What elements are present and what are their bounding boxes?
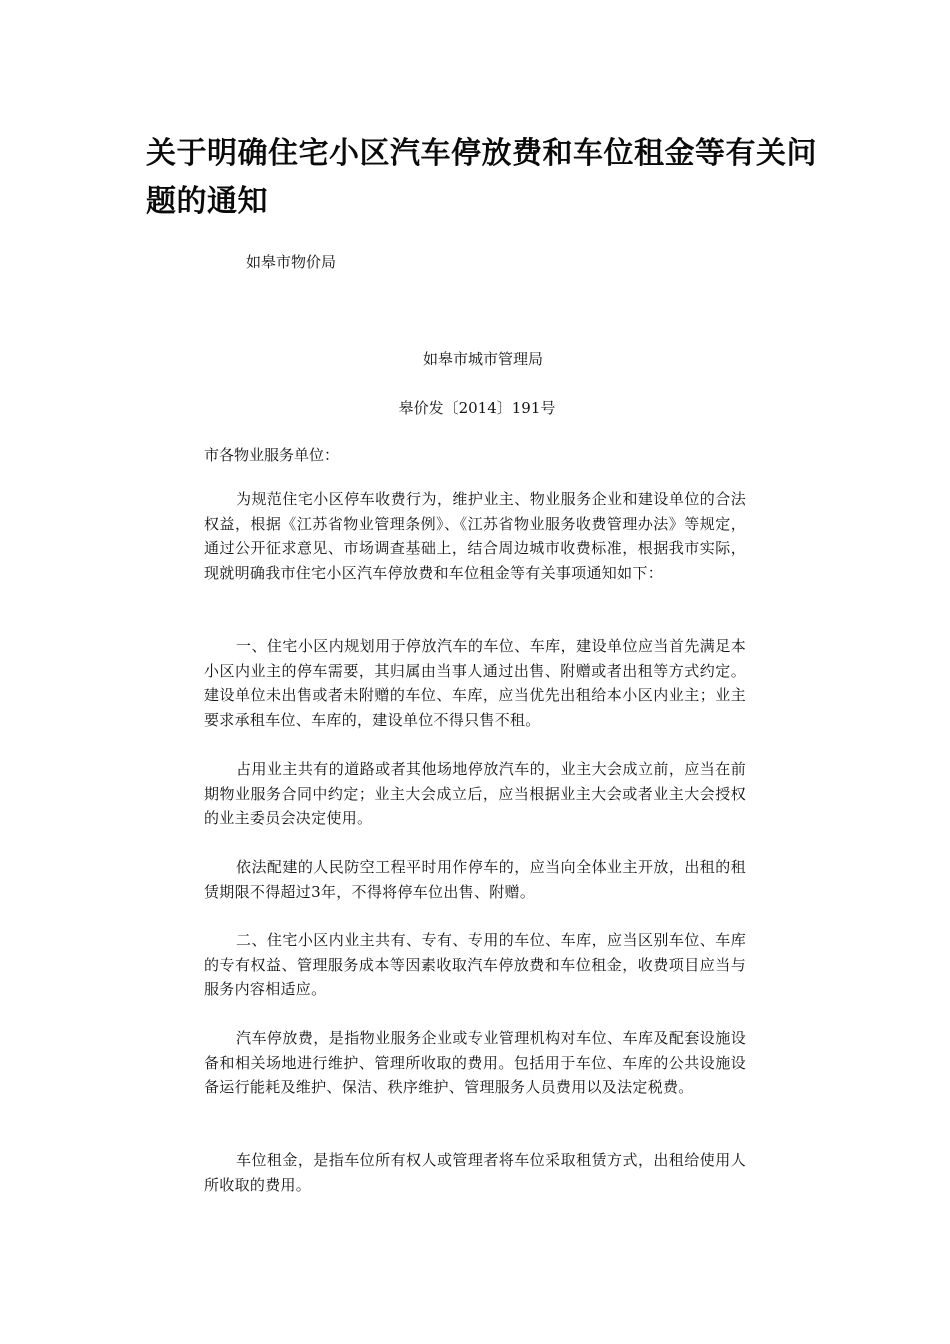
recipient-line: 市各物业服务单位： [204, 446, 340, 464]
document-number: 皋价发〔2014〕191号 [398, 399, 556, 417]
issuer-price-bureau: 如皋市物价局 [246, 253, 337, 271]
body-paragraph-civil-defense: 依法配建的人民防空工程平时用作停车的，应当向全体业主开放，出租的租赁期限不得超过3年，不得将停车位出售、附赠。 [204, 858, 746, 901]
body-paragraph-parking-fee-definition: 汽车停放费，是指物业服务企业或专业管理机构对车位、车库及配套设施设备和相关场地进行维护、管理所收取的费用。包括用于车位、车库的公共设施设备运行能耗及维护、保洁、秩序维护、管理服务人员费用以及法定税费。 [204, 1029, 746, 1097]
body-paragraph-item-1: 一、住宅小区内规划用于停放汽车的车位、车库，建设单位应当首先满足本小区内业主的停车需要，其归属由当事人通过出售、附赠或者出租等方式约定。建设单位未出售或者未附赠的车位、车库，应当优先出租给本小区内业主；业主要求承租车位、车库的，建设单位不得只售不租。 [204, 637, 746, 729]
body-paragraph-intro: 为规范住宅小区停车收费行为，维护业主、物业服务企业和建设单位的合法权益，根据《江苏省物业管理条例》、《江苏省物业服务收费管理办法》等规定，通过公开征求意见、市场调查基础上，结合周边城市收费标准，根据我市实际，现就明确我市住宅小区汽车停放费和车位租金等有关事项通知如下： [204, 490, 746, 582]
body-paragraph-rent-definition: 车位租金，是指车位所有权人或管理者将车位采取租赁方式，出租给使用人所收取的费用。 [204, 1151, 746, 1194]
issuer-city-management-bureau: 如皋市城市管理局 [422, 350, 543, 368]
body-paragraph-shared-roads: 占用业主共有的道路或者其他场地停放汽车的，业主大会成立前，应当在前期物业服务合同中约定；业主大会成立后，应当根据业主大会或者业主大会授权的业主委员会决定使用。 [204, 760, 746, 828]
document-title: 关于明确住宅小区汽车停放费和车位租金等有关问题的通知 [146, 136, 817, 219]
body-paragraph-item-2: 二、住宅小区内业主共有、专有、专用的车位、车库，应当区别车位、车库的专有权益、管理服务成本等因素收取汽车停放费和车位租金，收费项目应当与服务内容相适应。 [204, 931, 746, 999]
